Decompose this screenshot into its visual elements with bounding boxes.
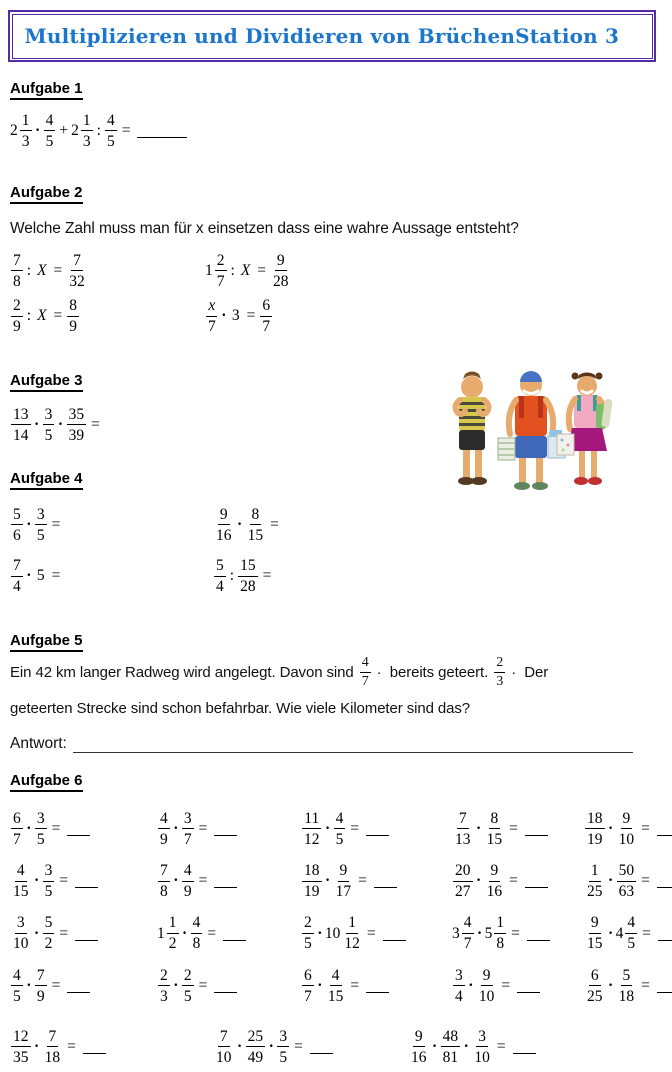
math-token: = (59, 872, 69, 890)
worksheet-title: Multiplizieren und Dividieren von Brüchen (24, 24, 516, 48)
math-token: · (35, 122, 41, 140)
fraction: $\frac{5}{4}$ (216, 557, 224, 596)
math-token: = (51, 976, 61, 994)
math-token: X (37, 307, 47, 325)
math-token: · (34, 1038, 40, 1056)
math-token: · (221, 307, 227, 325)
fraction: $\frac{4}{15}$ (13, 862, 29, 901)
fraction: $\frac{25}{49}$ (247, 1028, 264, 1066)
fraction: $\frac{15}{28}$ (240, 557, 256, 596)
math-token: = (59, 924, 69, 942)
math-token: 5 (36, 567, 45, 585)
fraction: $\frac{8}{9}$ (69, 297, 78, 336)
fraction: $\frac{6}{7}$ (304, 966, 312, 1005)
blank-line (137, 124, 187, 138)
task-1-heading: Aufgabe 1 (10, 80, 83, 100)
fraction: $\frac{1}{25}$ (587, 862, 603, 901)
fraction: $\frac{7}{9}$ (36, 966, 45, 1005)
task-2-question: Welche Zahl muss man für x einsetzen dass eine wahre Aussage entsteht? (10, 220, 519, 237)
math-token: · (34, 924, 40, 942)
text-run: · bereits geteert. (372, 663, 493, 681)
math-token: = (207, 924, 217, 942)
fraction: $\frac{7}{18}$ (44, 1028, 61, 1066)
fraction: $\frac{4}{7}$ (463, 914, 472, 953)
math-expression (10, 1028, 213, 1066)
math-expression (452, 967, 584, 1005)
fraction: $\frac{18}{19}$ (304, 862, 320, 901)
math-token: = (509, 820, 518, 838)
blank-line (214, 874, 237, 888)
math-expression (584, 914, 672, 952)
fraction: $\frac{6}{7}$ (13, 810, 21, 848)
math-token: · (325, 820, 331, 838)
blank-line (525, 874, 548, 888)
math-token: · (608, 820, 614, 838)
fraction: $\frac{7}{32}$ (69, 252, 85, 290)
math-expression (213, 557, 283, 595)
math-expression (408, 1028, 662, 1066)
fraction: $\frac{7}{8}$ (13, 252, 21, 290)
math-token: = (294, 1038, 303, 1056)
fraction: $\frac{12}{35}$ (13, 1028, 29, 1066)
math-expression (584, 862, 672, 900)
blank-line (658, 927, 672, 941)
fraction: $\frac{2}{7}$ (216, 252, 225, 290)
math-expression (157, 810, 301, 848)
fraction: $\frac{6}{7}$ (262, 297, 271, 336)
task-2-heading: Aufgabe 2 (10, 184, 83, 204)
worksheet-header (8, 10, 656, 62)
blank-line (517, 979, 540, 993)
blank-line (67, 979, 90, 993)
blank-line (527, 927, 550, 941)
task-3-expression (10, 406, 104, 444)
math-token: · (317, 924, 323, 942)
task-6-last-row (10, 1028, 662, 1066)
fraction: $\frac{9}{10}$ (478, 966, 495, 1005)
mixed-number-integer: 10 (324, 924, 341, 942)
kids-illustration (436, 366, 621, 502)
fraction: $\frac{4}{5}$ (45, 112, 54, 150)
fraction: $\frac{1}{8}$ (496, 914, 505, 953)
fraction: $\frac{9}{16}$ (411, 1028, 427, 1066)
fraction: $\frac{6}{25}$ (587, 966, 603, 1005)
answer-row (10, 735, 633, 753)
math-expression (584, 967, 672, 1005)
fraction: $\frac{4}{5}$ (335, 810, 344, 848)
math-token: · (477, 924, 483, 942)
task-4-problems (10, 506, 283, 595)
task-1-expression (10, 112, 187, 150)
math-token: = (51, 820, 61, 838)
task-6-grid (10, 810, 662, 1005)
math-token: 3 (231, 307, 240, 325)
task-4-heading: Aufgabe 4 (10, 470, 83, 490)
blank-line (525, 822, 548, 836)
fraction: $\frac{11}{12}$ (304, 810, 320, 848)
math-token: · (476, 872, 482, 890)
math-expression (157, 862, 301, 900)
math-token: = (198, 976, 208, 994)
math-token: · (325, 872, 331, 890)
math-expression (157, 914, 301, 952)
math-expression (452, 914, 584, 952)
math-token: = (350, 820, 360, 838)
math-token: · (608, 872, 614, 890)
task-5-heading: Aufgabe 5 (10, 632, 83, 652)
fraction: $\frac{48}{81}$ (442, 1028, 459, 1066)
math-token: X (240, 262, 251, 280)
math-token: · (237, 516, 243, 534)
worksheet-header-inner (12, 14, 653, 59)
blank-line (513, 1040, 536, 1054)
math-token: = (501, 976, 511, 994)
blank-line (75, 927, 98, 941)
math-token: · (34, 416, 40, 434)
fraction: $\frac{4}{5}$ (106, 112, 115, 150)
math-expression (10, 967, 157, 1005)
boy-striped (455, 372, 488, 486)
fraction: $\frac{3}{10}$ (13, 914, 29, 953)
math-token: = (67, 1038, 76, 1056)
math-token: · (57, 416, 64, 434)
fraction: $\frac{x}{7}$ (208, 297, 216, 336)
math-expression (452, 862, 584, 900)
answer-label: Antwort: (10, 735, 67, 752)
fraction: $\frac{8}{15}$ (486, 810, 503, 848)
math-expression (301, 862, 452, 900)
math-token: = (270, 516, 279, 534)
fraction: $\frac{5}{2}$ (44, 914, 53, 953)
fraction: $\frac{8}{15}$ (247, 506, 264, 544)
fraction: $\frac{3}{7}$ (183, 810, 192, 848)
fraction: $\frac{9}{15}$ (587, 914, 603, 953)
math-token: = (51, 516, 61, 534)
math-expression (213, 1028, 408, 1066)
fraction: $\frac{3}{5}$ (44, 406, 53, 444)
text-run: · Der (507, 663, 549, 681)
answer-blank-line (73, 737, 633, 753)
blank-line (214, 822, 237, 836)
text-run: Ein 42 km langer Radweg wird angelegt. Davon sind (10, 663, 358, 681)
mixed-number-integer: 4 (615, 924, 624, 942)
mixed-number-integer: 1 (157, 924, 165, 942)
math-token: · (608, 924, 614, 942)
fraction: $\frac{13}{14}$ (13, 406, 29, 444)
fraction: $\frac{4}{9}$ (160, 810, 168, 848)
station-label: Station 3 (515, 24, 620, 48)
fraction: $\frac{2}{5}$ (183, 966, 192, 1005)
fraction: $\frac{9}{10}$ (618, 810, 635, 848)
math-token: = (121, 122, 131, 140)
fraction: $\frac{1}{3}$ (82, 112, 91, 150)
math-token: · (463, 1038, 469, 1056)
math-token: · (268, 1038, 274, 1056)
fraction: $\frac{2}{9}$ (13, 297, 21, 336)
math-token: = (641, 820, 650, 838)
task-2-equations (10, 252, 292, 335)
math-expression (301, 967, 452, 1005)
fraction: $\frac{5}{6}$ (13, 506, 21, 544)
blank-line (310, 1040, 333, 1054)
blank-line (366, 822, 389, 836)
fraction: $\frac{2}{3}$ (160, 966, 168, 1005)
math-token: : (96, 122, 101, 140)
task-3-heading: Aufgabe 3 (10, 372, 83, 392)
math-expression (10, 810, 157, 848)
math-token: · (173, 976, 179, 994)
mixed-number-integer: 1 (205, 262, 213, 280)
blank-line (374, 874, 397, 888)
fraction: $\frac{50}{63}$ (618, 862, 635, 901)
fraction: $\frac{9}{16}$ (216, 506, 232, 544)
math-expression (205, 252, 292, 290)
blank-line (223, 927, 246, 941)
kids-illustration-svg (436, 366, 621, 502)
math-token: : (26, 307, 32, 325)
fraction: $\frac{4}{9}$ (183, 862, 192, 901)
math-expression (10, 506, 213, 544)
math-expression (10, 862, 157, 900)
fraction: $\frac{3}{5}$ (36, 506, 45, 544)
math-token: : (229, 567, 235, 585)
math-token: · (173, 820, 179, 838)
math-token: + (59, 122, 69, 140)
math-token: = (350, 976, 360, 994)
math-token: · (182, 924, 188, 942)
math-token: = (366, 924, 376, 942)
fraction: $\frac{9}{16}$ (486, 862, 503, 901)
math-token: = (198, 872, 208, 890)
fraction: $\frac{4}{15}$ (327, 966, 344, 1005)
math-token: = (358, 872, 367, 890)
fraction: $\frac{35}{39}$ (68, 406, 85, 444)
fraction: $\frac{5}{18}$ (618, 966, 635, 1005)
math-token: = (198, 820, 208, 838)
math-expression (157, 967, 301, 1005)
fraction: $\frac{3}{5}$ (36, 810, 45, 848)
math-token: = (509, 872, 518, 890)
blank-line (657, 822, 672, 836)
math-token: · (26, 567, 32, 585)
fraction: $\frac{3}{5}$ (44, 862, 53, 901)
math-token: · (476, 820, 482, 838)
fraction: $\frac{9}{28}$ (273, 252, 289, 290)
mixed-number-integer: 5 (484, 924, 493, 942)
math-token: · (432, 1038, 438, 1056)
fraction: $\frac{2}{5}$ (304, 914, 312, 953)
fraction: $\frac{1}{3}$ (21, 112, 30, 150)
math-expression (205, 297, 292, 335)
math-token: X (37, 262, 47, 280)
mixed-number-integer: 2 (10, 122, 18, 140)
math-token: = (53, 307, 63, 325)
fraction: $\frac{7}{13}$ (455, 810, 471, 848)
mixed-number-integer: 3 (452, 924, 460, 942)
blank-line (83, 1040, 106, 1054)
math-expression (452, 810, 584, 848)
math-token: = (642, 924, 651, 942)
math-expression (301, 914, 452, 952)
math-token: = (641, 976, 650, 994)
fraction: $\frac{4}{7}$ (361, 655, 369, 690)
math-expression (10, 557, 213, 595)
task-6-heading: Aufgabe 6 (10, 772, 83, 792)
fraction: $\frac{4}{8}$ (192, 914, 201, 953)
fraction: $\frac{3}{10}$ (474, 1028, 490, 1066)
task-5-text-line2: geteerten Strecke sind schon befahrbar. Wie viele Kilometer sind das? (10, 700, 471, 717)
fraction: $\frac{3}{5}$ (279, 1028, 288, 1066)
fraction: $\frac{1}{2}$ (168, 914, 177, 953)
math-token: : (230, 262, 235, 280)
math-expression (301, 810, 452, 848)
fraction: $\frac{4}{5}$ (627, 914, 636, 953)
math-token: = (257, 262, 267, 280)
math-token: = (51, 567, 61, 585)
math-token: = (496, 1038, 506, 1056)
fraction: $\frac{18}{19}$ (587, 810, 603, 848)
fraction: $\frac{9}{17}$ (335, 862, 352, 901)
math-token: · (26, 516, 32, 534)
blank-line (657, 874, 672, 888)
math-token: · (173, 872, 179, 890)
math-token: · (468, 976, 474, 994)
blank-line (214, 979, 237, 993)
math-token: · (34, 872, 40, 890)
fraction: $\frac{3}{4}$ (455, 966, 463, 1005)
math-token: · (237, 1038, 243, 1056)
math-token: = (641, 872, 650, 890)
math-token: = (262, 567, 272, 585)
blank-line (75, 874, 98, 888)
math-expression (10, 297, 205, 335)
fraction: $\frac{7}{10}$ (216, 1028, 232, 1066)
blank-line (366, 979, 389, 993)
math-token: · (317, 976, 323, 994)
math-token: = (246, 307, 256, 325)
fraction: $\frac{1}{12}$ (344, 914, 360, 953)
math-expression (213, 506, 283, 544)
math-token: · (608, 976, 614, 994)
fraction: $\frac{2}{3}$ (496, 655, 504, 690)
boy-red-shirt (498, 371, 565, 490)
math-expression (10, 914, 157, 952)
math-token: = (511, 924, 520, 942)
math-expression (10, 252, 205, 290)
blank-line (657, 979, 672, 993)
math-token: : (26, 262, 32, 280)
math-token: · (26, 976, 32, 994)
math-token: = (53, 262, 63, 280)
math-token: · (26, 820, 32, 838)
math-expression (584, 810, 672, 848)
fraction: $\frac{7}{8}$ (160, 862, 168, 901)
task-5-text-line1 (10, 655, 548, 690)
mixed-number-integer: 2 (71, 122, 79, 140)
girl-pigtails (557, 373, 613, 486)
fraction: $\frac{20}{27}$ (455, 862, 471, 901)
fraction: $\frac{7}{4}$ (13, 557, 21, 596)
fraction: $\frac{4}{5}$ (13, 966, 21, 1005)
math-token: = (91, 416, 100, 434)
blank-line (383, 927, 406, 941)
blank-line (67, 822, 90, 836)
